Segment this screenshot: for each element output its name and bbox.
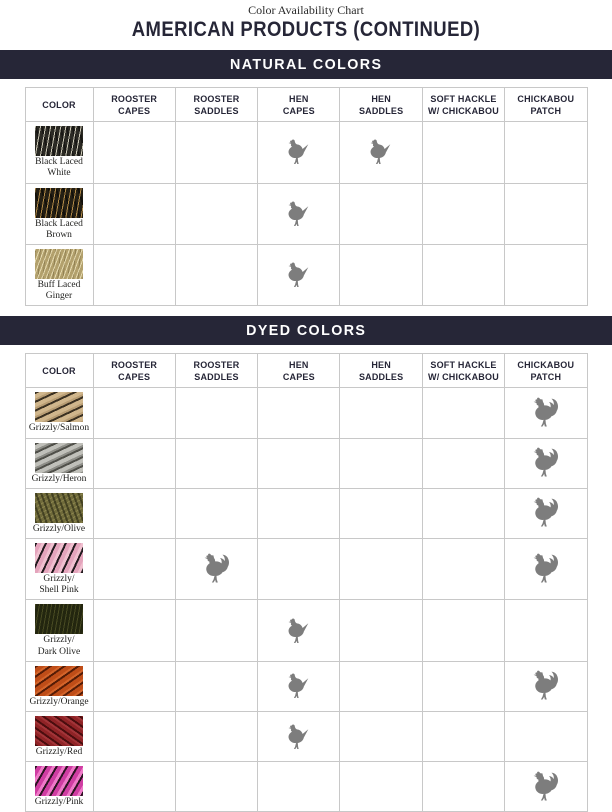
color-name: Black Laced Brown xyxy=(35,218,83,240)
column-header: ROOSTER SADDLES xyxy=(175,354,257,388)
table-row xyxy=(25,388,587,438)
availability-cell xyxy=(93,538,175,599)
availability-cell xyxy=(175,244,257,305)
column-header: ROOSTER CAPES xyxy=(93,88,175,122)
availability-cell xyxy=(258,600,340,661)
availability-cell xyxy=(422,122,504,183)
color-cell xyxy=(25,600,93,661)
page-heading-text: AMERICAN PRODUCTS (CONTINUED) xyxy=(131,18,481,41)
availability-cell xyxy=(93,711,175,761)
color-swatch xyxy=(35,188,83,218)
table-row xyxy=(25,183,587,244)
color-cell xyxy=(25,183,93,244)
table-row xyxy=(25,244,587,305)
availability-cell xyxy=(258,183,340,244)
color-swatch xyxy=(35,493,83,523)
color-swatch xyxy=(35,443,83,473)
availability-cell xyxy=(258,438,340,488)
column-header: CHICKABOU PATCH xyxy=(505,88,587,122)
availability-cell xyxy=(340,762,422,812)
availability-cell xyxy=(340,538,422,599)
column-header: COLOR xyxy=(25,354,93,388)
availability-cell xyxy=(340,244,422,305)
column-header: SOFT HACKLE W/ CHICKABOU xyxy=(422,88,504,122)
availability-cell xyxy=(175,183,257,244)
availability-cell xyxy=(93,600,175,661)
color-cell xyxy=(25,762,93,812)
availability-cell xyxy=(340,388,422,438)
availability-cell xyxy=(258,488,340,538)
rooster-icon xyxy=(529,445,562,481)
color-swatch xyxy=(35,716,83,746)
color-name: Buff Laced Ginger xyxy=(37,279,81,302)
column-header: SOFT HACKLE W/ CHICKABOU xyxy=(422,354,504,388)
availability-cell xyxy=(258,244,340,305)
natural-colors-banner xyxy=(0,50,612,79)
rooster-icon xyxy=(529,668,562,704)
rooster-icon xyxy=(529,395,562,431)
availability-cell xyxy=(93,661,175,711)
color-cell xyxy=(25,661,93,711)
table-row xyxy=(25,711,587,761)
availability-cell xyxy=(175,711,257,761)
color-swatch xyxy=(35,604,83,634)
color-cell xyxy=(25,438,93,488)
availability-cell xyxy=(422,438,504,488)
section-dyed-colors xyxy=(0,316,612,812)
table-row xyxy=(25,762,587,812)
availability-cell xyxy=(258,762,340,812)
header-row xyxy=(25,354,587,388)
availability-cell xyxy=(258,538,340,599)
availability-cell xyxy=(505,388,587,438)
color-cell xyxy=(25,488,93,538)
color-name: Grizzly/ Shell Pink xyxy=(39,573,79,596)
availability-cell xyxy=(93,244,175,305)
chart-title: Color Availability Chart xyxy=(248,3,364,17)
availability-cell xyxy=(422,762,504,812)
availability-cell xyxy=(93,762,175,812)
color-name: Black Laced White xyxy=(35,157,83,179)
availability-cell xyxy=(422,661,504,711)
color-name: Grizzly/Olive xyxy=(32,523,86,534)
column-header: HEN SADDLES xyxy=(340,88,422,122)
availability-cell xyxy=(175,538,257,599)
availability-cell xyxy=(505,183,587,244)
availability-cell xyxy=(505,488,587,538)
color-cell xyxy=(25,122,93,183)
availability-cell xyxy=(258,388,340,438)
availability-cell xyxy=(175,600,257,661)
color-name: Grizzly/Salmon xyxy=(28,423,90,434)
hen-icon xyxy=(284,136,314,168)
availability-cell xyxy=(422,488,504,538)
availability-cell xyxy=(340,711,422,761)
hen-icon xyxy=(284,615,314,647)
table-row xyxy=(25,488,587,538)
dyed-colors-table xyxy=(25,353,588,812)
color-name: Grizzly/ Dark Olive xyxy=(37,635,81,657)
availability-cell xyxy=(340,600,422,661)
color-swatch xyxy=(35,766,83,796)
natural-colors-banner-text: NATURAL COLORS xyxy=(229,56,383,74)
color-swatch xyxy=(35,666,83,696)
table-row xyxy=(25,600,587,661)
availability-cell xyxy=(175,122,257,183)
color-swatch xyxy=(35,543,83,573)
header-row xyxy=(25,88,587,122)
availability-cell xyxy=(175,488,257,538)
availability-cell xyxy=(422,600,504,661)
table-row xyxy=(25,122,587,183)
color-name: Grizzly/Orange xyxy=(29,696,89,707)
column-header: HEN SADDLES xyxy=(340,354,422,388)
availability-cell xyxy=(258,661,340,711)
page-heading xyxy=(0,18,612,42)
hen-icon xyxy=(284,198,314,230)
availability-cell xyxy=(340,183,422,244)
column-header: CHICKABOU PATCH xyxy=(505,354,587,388)
hen-icon xyxy=(284,721,314,753)
availability-cell xyxy=(340,438,422,488)
availability-cell xyxy=(422,244,504,305)
dyed-colors-banner-text: DYED COLORS xyxy=(245,322,367,340)
hen-icon xyxy=(366,136,396,168)
dyed-colors-banner xyxy=(0,316,612,345)
availability-cell xyxy=(505,661,587,711)
color-name: Grizzly/Red xyxy=(35,746,83,757)
hen-icon xyxy=(284,259,314,291)
natural-colors-table xyxy=(25,87,588,306)
availability-cell xyxy=(340,661,422,711)
availability-cell xyxy=(505,711,587,761)
availability-cell xyxy=(505,244,587,305)
availability-cell xyxy=(422,711,504,761)
availability-cell xyxy=(175,661,257,711)
color-name: Grizzly/Pink xyxy=(34,797,84,808)
column-header: COLOR xyxy=(25,88,93,122)
availability-cell xyxy=(93,438,175,488)
availability-cell xyxy=(93,488,175,538)
column-header: ROOSTER SADDLES xyxy=(175,88,257,122)
availability-cell xyxy=(422,183,504,244)
availability-cell xyxy=(422,538,504,599)
availability-cell xyxy=(175,388,257,438)
availability-cell xyxy=(93,388,175,438)
availability-cell xyxy=(258,711,340,761)
rooster-icon xyxy=(529,551,562,587)
color-name: Grizzly/Heron xyxy=(31,473,87,484)
availability-cell xyxy=(93,183,175,244)
rooster-icon xyxy=(529,495,562,531)
availability-cell xyxy=(258,122,340,183)
availability-cell xyxy=(505,600,587,661)
hen-icon xyxy=(284,670,314,702)
color-swatch xyxy=(35,392,83,422)
availability-cell xyxy=(505,122,587,183)
availability-cell xyxy=(422,388,504,438)
availability-cell xyxy=(93,122,175,183)
availability-cell xyxy=(175,438,257,488)
color-swatch xyxy=(35,126,83,156)
table-row xyxy=(25,438,587,488)
availability-cell xyxy=(505,438,587,488)
availability-cell xyxy=(340,488,422,538)
color-cell xyxy=(25,244,93,305)
availability-cell xyxy=(175,762,257,812)
color-cell xyxy=(25,711,93,761)
availability-cell xyxy=(505,762,587,812)
table-row xyxy=(25,538,587,599)
availability-cell xyxy=(340,122,422,183)
column-header: ROOSTER CAPES xyxy=(93,354,175,388)
availability-cell xyxy=(505,538,587,599)
column-header: HEN CAPES xyxy=(258,354,340,388)
color-cell xyxy=(25,538,93,599)
rooster-icon xyxy=(529,769,562,805)
table-row xyxy=(25,661,587,711)
color-cell xyxy=(25,388,93,438)
column-header: HEN CAPES xyxy=(258,88,340,122)
section-natural-colors xyxy=(0,50,612,306)
rooster-icon xyxy=(200,551,233,587)
color-swatch xyxy=(35,249,83,279)
